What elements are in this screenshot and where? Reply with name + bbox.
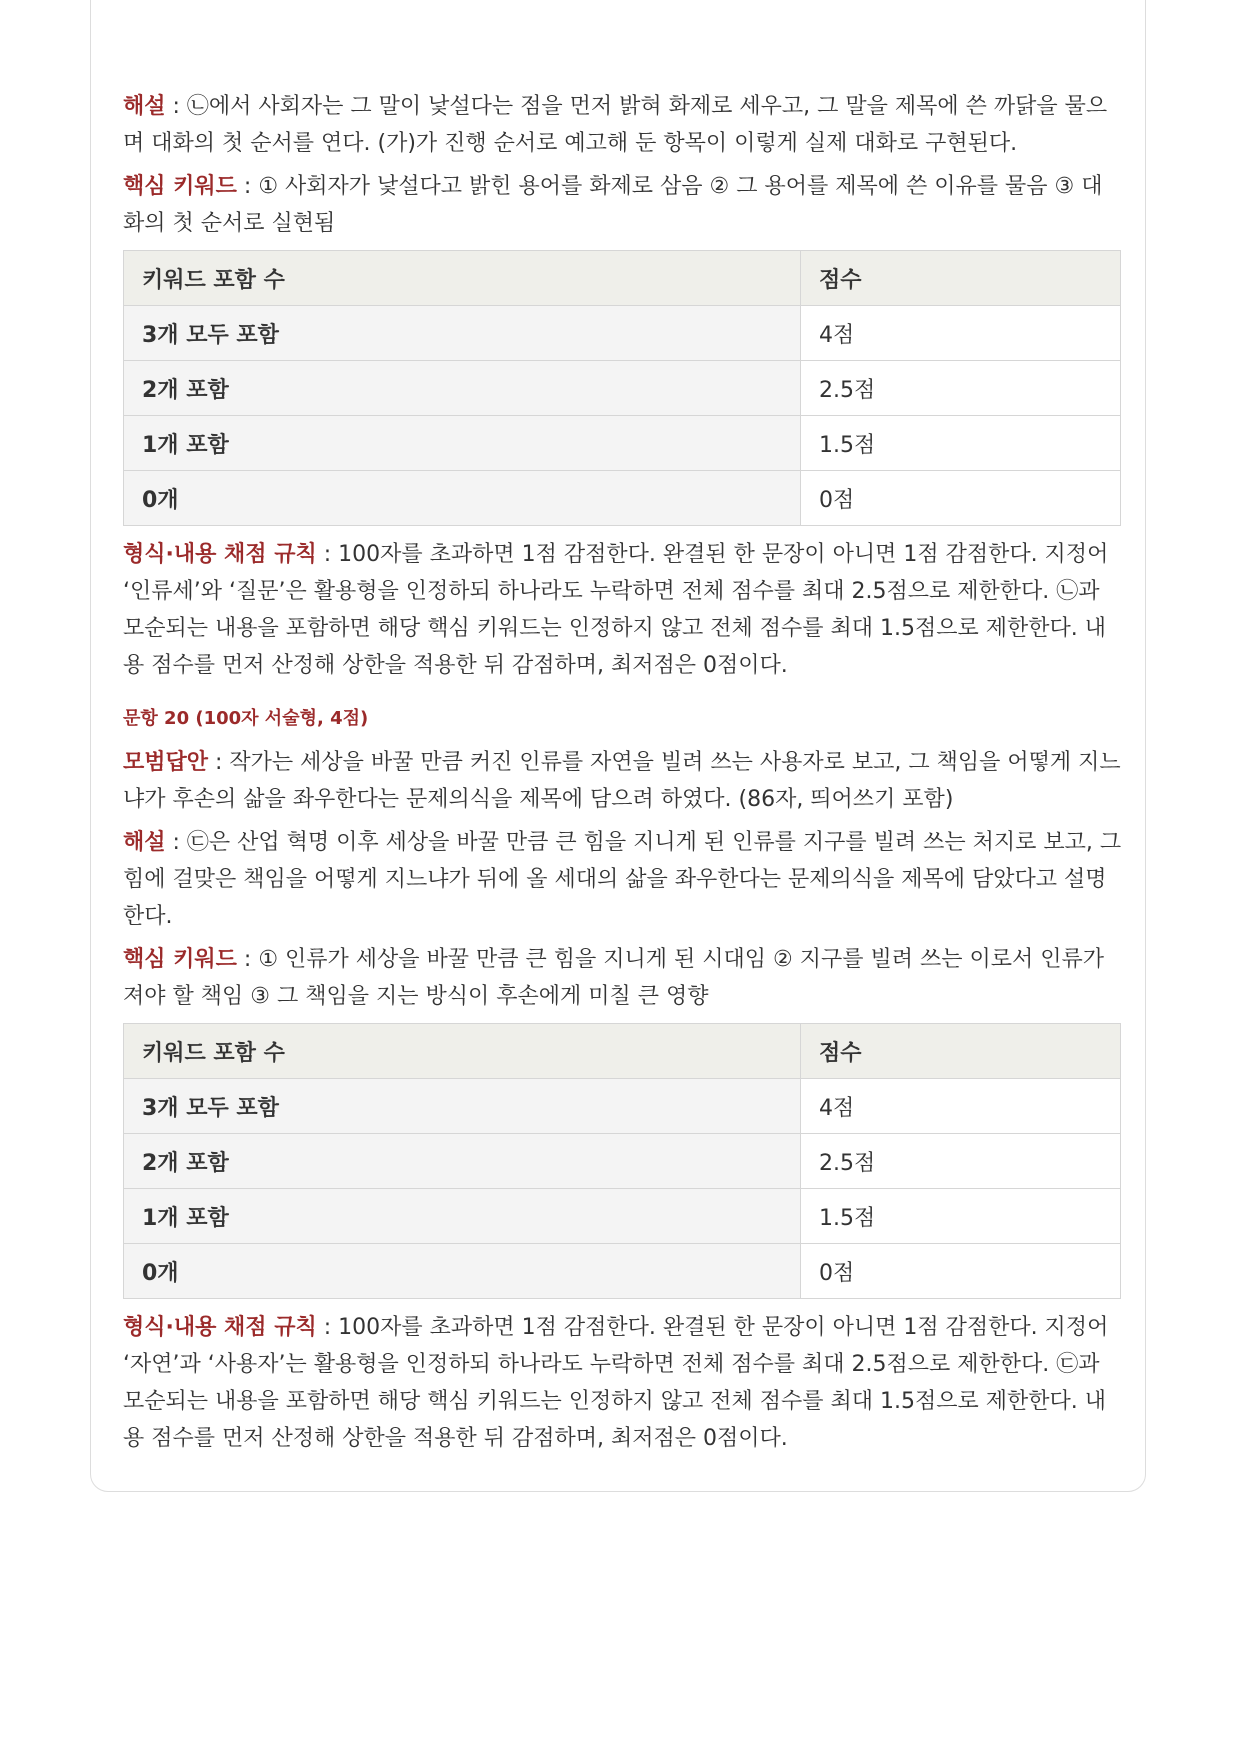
keyword-count-cell: 1개 포함	[124, 416, 801, 471]
table-row	[124, 1079, 1121, 1134]
explanation-label: 해설	[123, 94, 166, 119]
table-row	[124, 471, 1121, 526]
table-header-row	[124, 251, 1121, 306]
explanation-text: : ㉡에서 사회자는 그 말이 낯설다는 점을 먼저 밝혀 화제로 세우고, 그 말을 제목에 쓴 까닭을 물으며 대화의 첫 순서를 연다. (가)가 진행 순서로 예고해 둔 항목이 이렇게 실제 대화로 구현된다.	[123, 94, 1108, 156]
document-content	[123, 88, 1123, 1463]
score-cell: 2.5점	[801, 1134, 1121, 1189]
header-keyword-count: 키워드 포함 수	[124, 1024, 801, 1079]
keyword-count-cell: 1개 포함	[124, 1189, 801, 1244]
rule-text: : 100자를 초과하면 1점 감점한다. 완결된 한 문장이 아니면 1점 감점한다. 지정어 ‘인류세’와 ‘질문’은 활용형을 인정하되 하나라도 누락하면 전체 점수를 최대 2.5점으로 제한한다. ㉡과 모순되는 내용을 포함하면 해당 핵심 키워드는 인정하지 않고 전체 점수를 최대 1.5점으로 제한한다. 내용 점수를 먼저 산정해 상한을 적용한 뒤 감점하며, 최저점은 0점이다.	[123, 542, 1109, 678]
answer-text: : 작가는 세상을 바꿀 만큼 커진 인류를 자연을 빌려 쓰는 사용자로 보고, 그 책임을 어떻게 지느냐가 후손의 삶을 좌우한다는 문제의식을 제목에 담으려 하였다. (86자, 띄어쓰기 포함)	[123, 750, 1121, 812]
score-cell: 0점	[801, 471, 1121, 526]
q20-score-table	[123, 1023, 1121, 1299]
keyword-text: : ① 인류가 세상을 바꿀 만큼 큰 힘을 지니게 된 시대임 ② 지구를 빌려 쓰는 이로서 인류가 져야 할 책임 ③ 그 책임을 지는 방식이 후손에게 미칠 큰 영향	[123, 947, 1104, 1009]
keyword-label: 핵심 키워드	[123, 174, 237, 199]
q20-explanation	[123, 824, 1123, 935]
keyword-label: 핵심 키워드	[123, 947, 237, 972]
keyword-count-cell: 0개	[124, 471, 801, 526]
rule-label: 형식·내용 채점 규칙	[123, 542, 317, 567]
score-cell: 4점	[801, 1079, 1121, 1134]
header-score: 점수	[801, 1024, 1121, 1079]
rule-label: 형식·내용 채점 규칙	[123, 1315, 317, 1340]
keyword-count-cell: 3개 모두 포함	[124, 1079, 801, 1134]
q19-keywords	[123, 168, 1123, 242]
table-row	[124, 1134, 1121, 1189]
keyword-count-cell: 2개 포함	[124, 361, 801, 416]
question-title: 문항 20 (100자 서술형, 4점)	[123, 708, 369, 729]
q20-keywords	[123, 941, 1123, 1015]
keyword-count-cell: 2개 포함	[124, 1134, 801, 1189]
score-cell: 1.5점	[801, 1189, 1121, 1244]
q20-grading-rules	[123, 1309, 1123, 1457]
explanation-text: : ㉢은 산업 혁명 이후 세상을 바꿀 만큼 큰 힘을 지니게 된 인류를 지구를 빌려 쓰는 처지로 보고, 그 힘에 걸맞은 책임을 어떻게 지느냐가 뒤에 올 세대의 삶을 좌우한다는 문제의식을 제목에 담았다고 설명한다.	[123, 830, 1122, 929]
header-keyword-count: 키워드 포함 수	[124, 251, 801, 306]
table-row	[124, 416, 1121, 471]
rule-text: : 100자를 초과하면 1점 감점한다. 완결된 한 문장이 아니면 1점 감점한다. 지정어 ‘자연’과 ‘사용자’는 활용형을 인정하되 하나라도 누락하면 전체 점수를 최대 2.5점으로 제한한다. ㉢과 모순되는 내용을 포함하면 해당 핵심 키워드는 인정하지 않고 전체 점수를 최대 1.5점으로 제한한다. 내용 점수를 먼저 산정해 상한을 적용한 뒤 감점하며, 최저점은 0점이다.	[123, 1315, 1109, 1451]
q20-model-answer	[123, 744, 1123, 818]
header-score: 점수	[801, 251, 1121, 306]
score-cell: 1.5점	[801, 416, 1121, 471]
q19-grading-rules	[123, 536, 1123, 684]
table-row	[124, 1189, 1121, 1244]
table-row	[124, 361, 1121, 416]
score-cell: 2.5점	[801, 361, 1121, 416]
keyword-count-cell: 3개 모두 포함	[124, 306, 801, 361]
score-cell: 4점	[801, 306, 1121, 361]
keyword-text: : ① 사회자가 낯설다고 밝힌 용어를 화제로 삼음 ② 그 용어를 제목에 쓴 이유를 물음 ③ 대화의 첫 순서로 실현됨	[123, 174, 1103, 236]
q19-score-table	[123, 250, 1121, 526]
score-cell: 0점	[801, 1244, 1121, 1299]
q19-explanation	[123, 88, 1123, 162]
table-row	[124, 306, 1121, 361]
explanation-label: 해설	[123, 830, 166, 855]
answer-label: 모범답안	[123, 750, 209, 775]
table-header-row	[124, 1024, 1121, 1079]
table-row	[124, 1244, 1121, 1299]
keyword-count-cell: 0개	[124, 1244, 801, 1299]
